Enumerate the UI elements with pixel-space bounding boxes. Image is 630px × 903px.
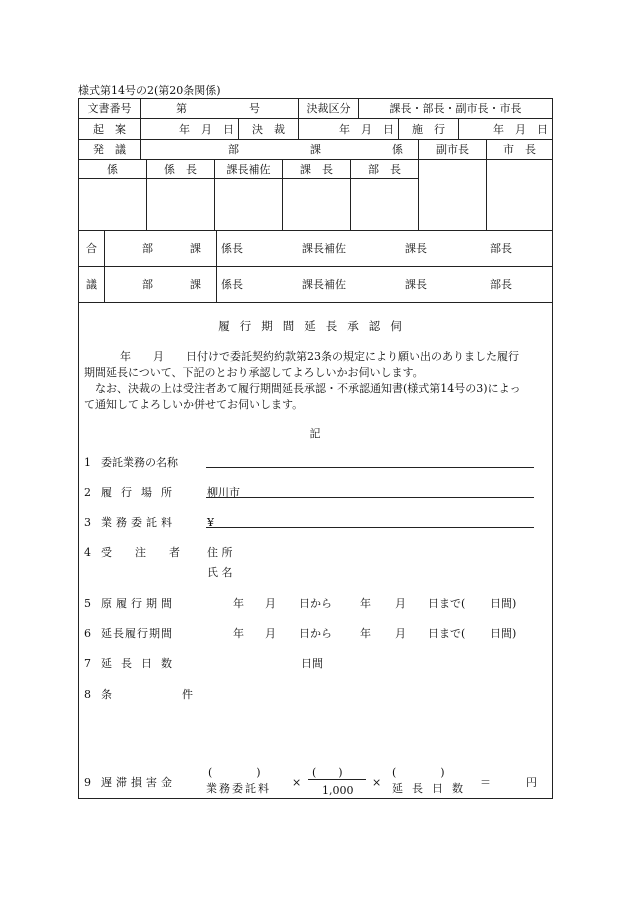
role-dept-manager: 部 長 [368,163,401,176]
consult-row1-r4: 部長 [490,242,512,255]
draft-date: 年 月 日 [179,123,234,136]
issue-label: 発 議 [93,143,126,156]
item-2-number: 2 [84,486,91,499]
item-6-from-month: 月 [265,627,276,640]
role-clerk: 係 [107,163,118,176]
item-1-underline [206,467,534,468]
item-2-underline [206,497,534,498]
item-6-days: 日間) [490,627,517,640]
item-6-to-month: 月 [395,627,406,640]
item-5-to-year: 年 [360,597,371,610]
item-7-value: 日間 [301,657,323,670]
item-3-number: 3 [84,516,91,529]
item-6-to-day: 日まで( [428,627,466,640]
decision-label: 決裁区分 [306,102,351,115]
item-6-label: 延長履行期間 [101,627,173,640]
paragraph-2-line-1: なお、決裁の上は受注者あて履行期間延長承認・不承認通知書(様式第14号の3)によっ [95,382,521,395]
item-7-label: 延長日数 [101,657,181,670]
times-sign-2: × [372,776,382,789]
document-title: 履行期間延長承認伺 [218,319,412,333]
consult-label-2: 議 [86,278,97,291]
enforce-date: 年 月 日 [493,123,548,136]
fraction-bar [308,779,366,780]
paragraph-2-line-2: て通知してよろしいか併せてお伺いします。 [84,398,304,411]
paragraph-1-line-1: 年 月 日付けで委託契約約款第23条の規定により願い出のありました履行 [120,350,519,363]
item-8-label: 条 件 [101,688,209,701]
doc-number-label: 文書番号 [87,102,132,115]
item-9-label: 遅滞損害金 [101,776,176,789]
role-chief: 係 長 [164,163,197,176]
item-5-number: 5 [84,597,91,610]
numerator-paren: ( ) [312,766,343,779]
approve-label: 決 裁 [252,123,285,136]
yen-unit: 円 [526,776,537,789]
paragraph-1-line-2: 期間延長について、下記のとおり承認してよろしいかお伺いします。 [84,366,424,379]
consult-row2-r3: 課長 [405,278,427,291]
mayor-label: 市 長 [503,143,536,156]
approve-date: 年 月 日 [339,123,394,136]
divisor: 1,000 [322,784,354,797]
item-4-address-label: 住 所 [207,546,233,559]
doc-number-go: 号 [249,102,260,115]
item-1-number: 1 [84,456,91,469]
item-6-from-year: 年 [233,627,244,640]
role-assistant-manager: 課長補佐 [226,163,271,176]
item-5-from-day: 日から [299,597,332,610]
enforce-label: 施 行 [412,123,445,136]
item-6-to-year: 年 [360,627,371,640]
fee-paren: ( ) [208,766,261,779]
consult-row1-section: 課 [190,242,201,255]
item-6-number: 6 [84,627,91,640]
fee-label: 業務委託料 [206,782,271,795]
item-6-from-day: 日から [299,627,332,640]
consult-row1-r2: 課長補佐 [302,242,346,255]
equals-sign: ＝ [480,776,491,789]
item-5-label: 原履行期間 [101,597,176,610]
item-5-to-month: 月 [395,597,406,610]
item-8-number: 8 [84,688,91,701]
item-2-value: 柳川市 [207,486,240,499]
issue-dept: 部 [228,143,239,156]
times-sign-1: × [292,776,302,789]
item-7-number: 7 [84,657,91,670]
item-4-label: 受注者 [101,546,203,559]
role-section-manager: 課 長 [300,163,333,176]
item-2-label: 履行場所 [101,486,181,499]
consult-row2-r1: 係長 [221,278,243,291]
item-3-label: 業務委託料 [101,516,176,529]
consult-row2-section: 課 [190,278,201,291]
doc-number-dai: 第 [176,102,187,115]
days-label: 延長日数 [392,782,472,795]
item-9-number: 9 [84,776,91,789]
item-3-underline [206,527,534,528]
form-number: 様式第14号の2(第20条関係) [78,84,221,97]
decision-value: 課長・部長・副市長・市長 [389,102,522,115]
days-paren: ( ) [392,766,445,779]
item-5-from-year: 年 [233,597,244,610]
consult-row1-r1: 係長 [221,242,243,255]
issue-clerk: 係 [392,143,403,156]
consult-row2-dept: 部 [142,278,153,291]
consult-row2-r4: 部長 [490,278,512,291]
draft-label: 起 案 [93,123,126,136]
consult-label-1: 合 [86,242,97,255]
item-3-value: ¥ [207,516,214,529]
consult-row1-dept: 部 [142,242,153,255]
consult-row2-r2: 課長補佐 [302,278,346,291]
consult-row1-r3: 課長 [405,242,427,255]
item-4-name-label: 氏 名 [207,566,233,579]
item-5-from-month: 月 [265,597,276,610]
item-1-label: 委託業務の名称 [101,456,178,469]
vice-mayor-label: 副市長 [436,143,469,156]
ki-heading: 記 [309,427,321,440]
item-4-number: 4 [84,546,91,559]
issue-section: 課 [310,143,321,156]
item-5-days: 日間) [490,597,517,610]
item-5-to-day: 日まで( [428,597,466,610]
